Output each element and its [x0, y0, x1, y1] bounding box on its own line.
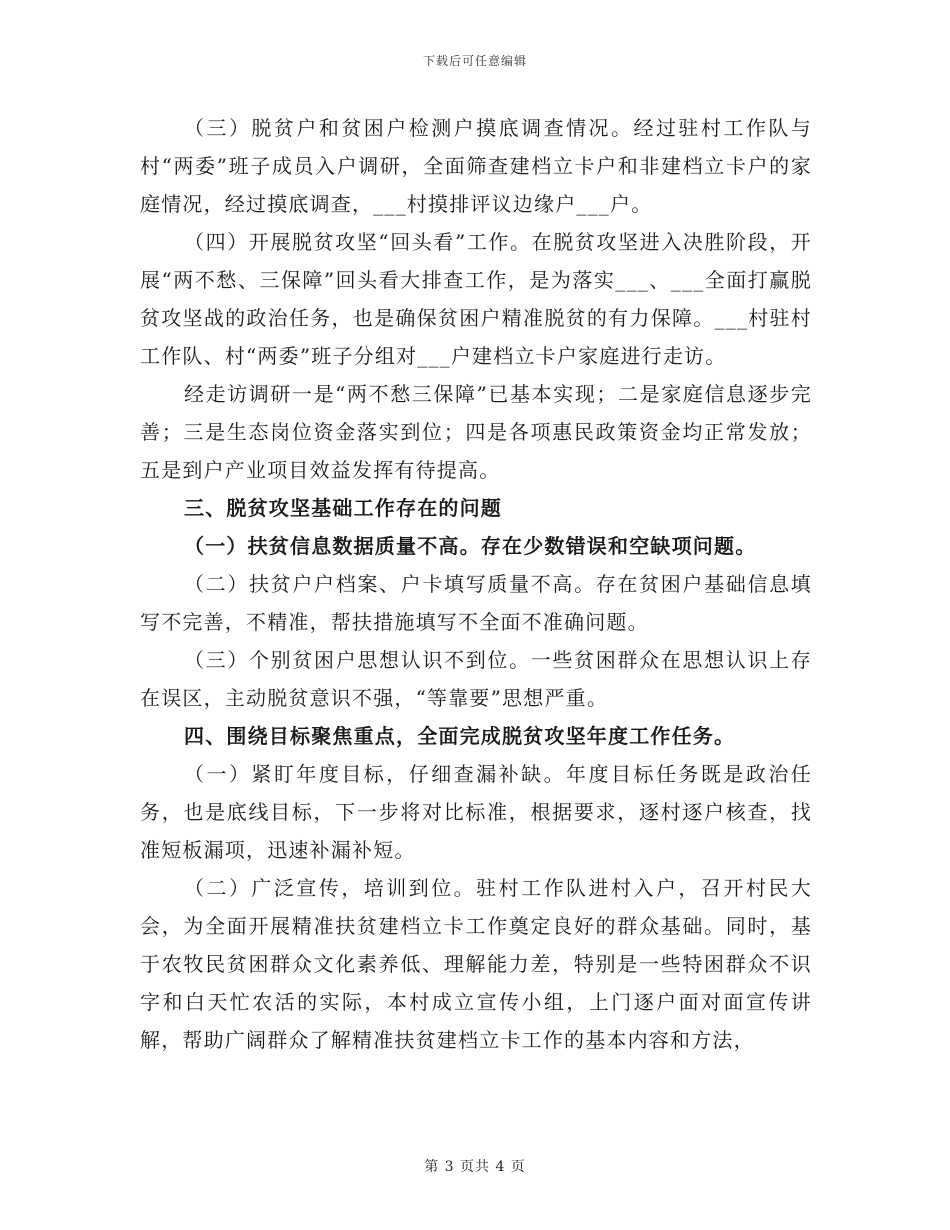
- paragraph-awareness: （三）个别贫困户思想认识不到位。一些贫困群众在思想认识上存在误区，主动脱贫意识不强，“等靠要”思想严重。: [140, 648, 812, 710]
- paragraph-annual-goals: （一）紧盯年度目标，仔细查漏补缺。年度目标任务既是政治任务，也是底线目标，下一步将对比标准，根据要求，逐村逐户核查，找准短板漏项，迅速补漏补短。: [140, 762, 812, 862]
- section-heading-goals: 四、围绕目标聚焦重点，全面完成脱贫攻坚年度工作任务。: [184, 724, 736, 748]
- paragraph-poverty-survey: （三）脱贫户和贫困户检测户摸底调查情况。经过驻村工作队与村“两委”班子成员入户调研，全面筛查建档立卡户和非建档立卡户的家庭情况，经过摸底调查，___村摸排评议边缘户___户。: [140, 116, 812, 216]
- document-body: [140, 109, 812, 1059]
- paragraph-file-quality: （二）扶贫户户档案、户卡填写质量不高。存在贫困户基础信息填写不完善，不精准，帮扶措施填写不全面不准确问题。: [140, 572, 812, 634]
- page-number: 第 3 页共 4 页: [424, 1159, 526, 1175]
- section-heading-problems: 三、脱贫攻坚基础工作存在的问题: [184, 496, 502, 520]
- page-header: 下载后可任意编辑: [422, 54, 527, 68]
- paragraph-publicity-training: （二）广泛宣传，培训到位。驻村工作队进村入户，召开村民大会，为全面开展精准扶贫建档立卡工作奠定良好的群众基础。同时，基于农牧民贫困群众文化素养低、理解能力差，特别是一些特困群众不识字和白天忙农活的实际，本村成立宣传小组，上门逐户面对面宣传讲解，帮助广阔群众了解精准扶贫建档立卡工作的基本内容和方法，: [140, 876, 812, 1052]
- paragraph-review-work: （四）开展脱贫攻坚“回头看”工作。在脱贫攻坚进入决胜阶段，开展“两不愁、三保障”回头看大排查工作，是为落实___、___全面打赢脱贫攻坚战的政治任务，也是确保贫困户精准脱贫的有力保障。___村驻村工作队、村“两委”班子分组对___户建档立卡户家庭进行走访。: [140, 230, 812, 368]
- subheading-data-quality: （一）扶贫信息数据质量不高。存在少数错误和空缺项问题。: [184, 534, 757, 558]
- paragraph-visit-results: 经走访调研一是“两不愁三保障”已基本实现；二是家庭信息逐步完善；三是生态岗位资金落实到位；四是各项惠民政策资金均正常发放；五是到户产业项目效益发挥有待提高。: [140, 382, 812, 482]
